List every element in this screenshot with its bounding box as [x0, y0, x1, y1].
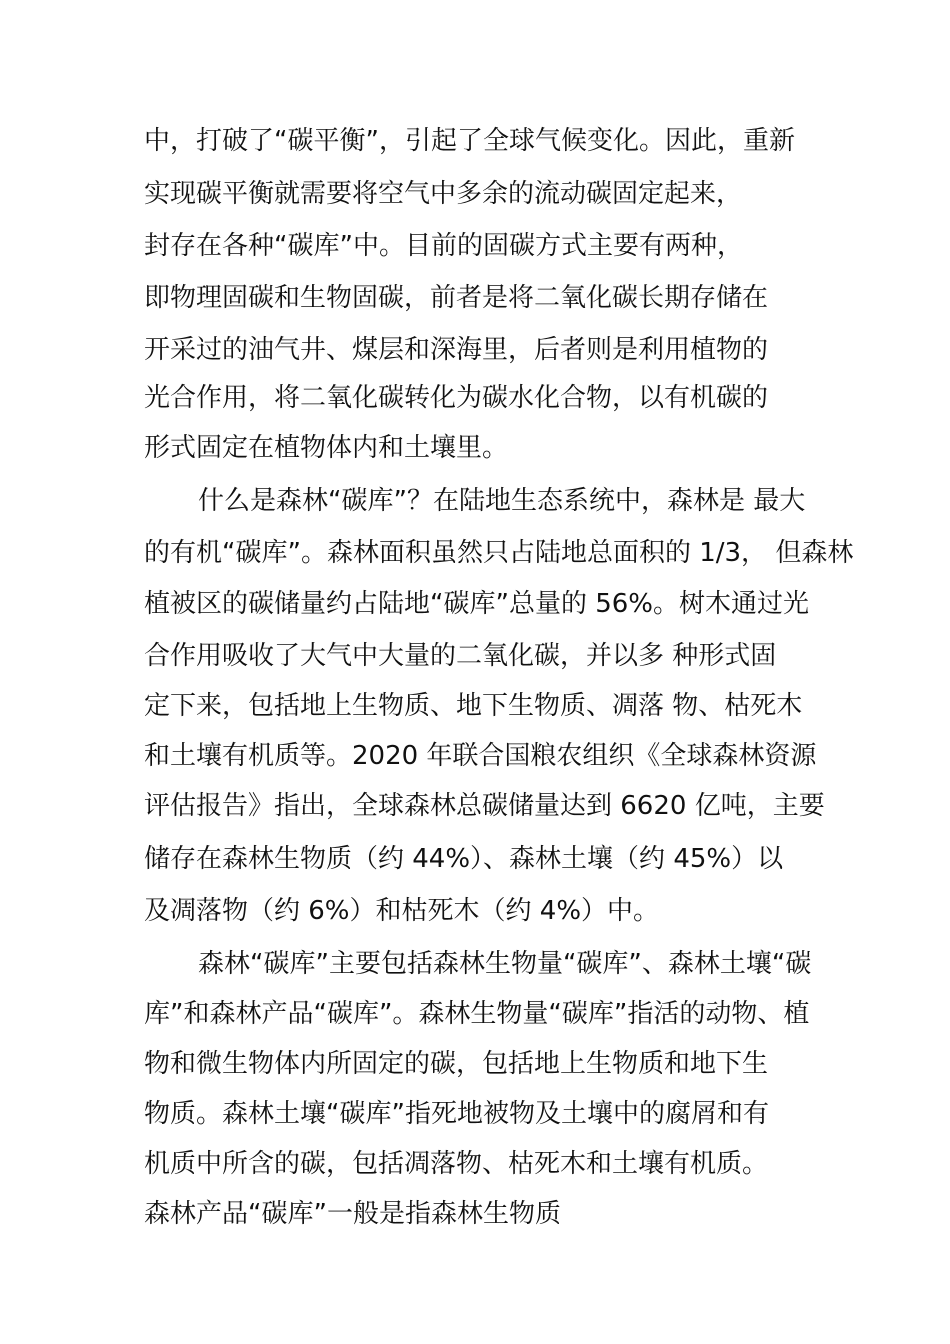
paragraph-start-line: 什么是森林“碳库”？在陆地生态系统中，森林是 最大 — [198, 486, 806, 516]
paragraph-start-line: 森林“碳库”主要包括森林生物量“碳库”、森林土壤“碳 — [198, 949, 812, 979]
text-line: 形式固定在植物体内和土壤里。 — [144, 433, 509, 463]
text-line: 定下来，包括地上生物质、地下生物质、凋落 物、枯死木 — [144, 691, 803, 721]
text-line: 开采过的油气井、煤层和深海里，后者则是利用植物的 — [144, 335, 769, 365]
text-line: 中，打破了“碳平衡”，引起了全球气候变化。因此，重新 — [144, 126, 795, 156]
text-line: 即物理固碳和生物固碳，前者是将二氧化碳长期存储在 — [144, 283, 769, 313]
text-line: 储存在森林生物质（约 44%）、森林土壤（约 45%）以 — [144, 844, 784, 874]
text-line: 评估报告》指出，全球森林总碳储量达到 6620 亿吨，主要 — [144, 791, 825, 821]
text-line: 及凋落物（约 6%）和枯死木（约 4%）中。 — [144, 896, 660, 926]
text-line: 合作用吸收了大气中大量的二氧化碳，并以多 种形式固 — [144, 641, 777, 671]
text-line: 物和微生物体内所固定的碳，包括地上生物质和地下生 — [144, 1049, 769, 1079]
text-line: 机质中所含的碳，包括凋落物、枯死木和土壤有机质。 — [144, 1149, 769, 1179]
text-line: 和土壤有机质等。2020 年联合国粮农组织《全球森林资源 — [144, 741, 817, 771]
text-line: 的有机“碳库”。森林面积虽然只占陆地总面积的 1/3， 但森林 — [144, 538, 854, 568]
text-line: 森林产品“碳库”一般是指森林生物质 — [144, 1199, 561, 1229]
text-line: 库”和森林产品“碳库”。森林生物量“碳库”指活的动物、植 — [144, 999, 810, 1029]
text-line: 植被区的碳储量约占陆地“碳库”总量的 56%。树木通过光 — [144, 589, 809, 619]
text-line: 物质。森林土壤“碳库”指死地被物及土壤中的腐屑和有 — [144, 1099, 769, 1129]
text-line: 光合作用，将二氧化碳转化为碳水化合物，以有机碳的 — [144, 383, 769, 413]
text-line: 实现碳平衡就需要将空气中多余的流动碳固定起来， — [144, 179, 743, 209]
text-line: 封存在各种“碳库”中。目前的固碳方式主要有两种， — [144, 231, 743, 261]
